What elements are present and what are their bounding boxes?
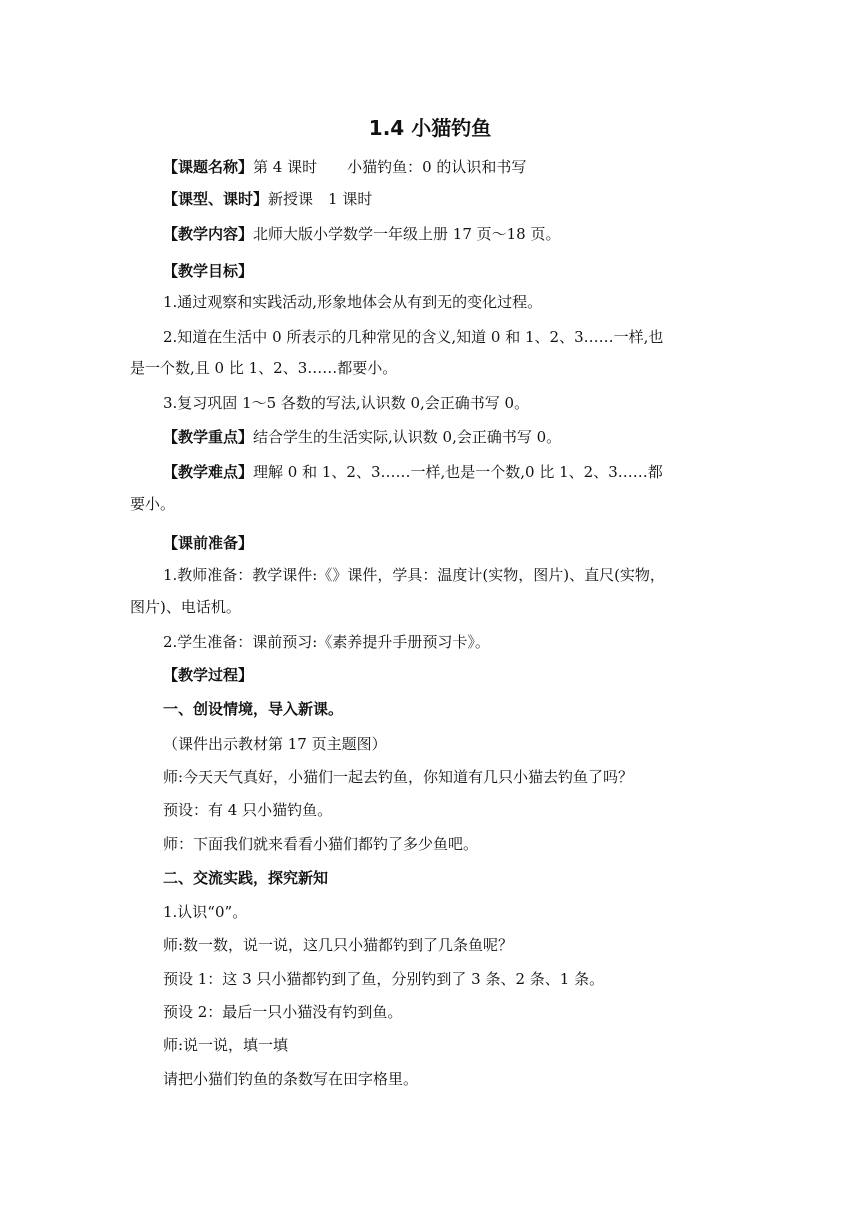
prep-2: 2.学生准备：课前预习:《素养提升手册预习卡》。 — [163, 633, 490, 651]
section-2-paragraph: 请把小猫们钓鱼的条数写在田字格里。 — [163, 1070, 419, 1088]
difficulty-value: 理解 0 和 1、2、3……一样,也是一个数,0 比 1、2、3……都 — [253, 463, 663, 481]
section-2-paragraph: 师:说一说，填一填 — [163, 1036, 289, 1054]
page-title: 1.4 小猫钓鱼 — [368, 116, 492, 140]
course-type-value: 新授课 1 课时 — [268, 190, 373, 208]
preparation-heading: 【课前准备】 — [163, 534, 254, 552]
section-2-paragraph: 预设 1：这 3 只小猫都钓到了鱼，分别钓到了 3 条、2 条、1 条。 — [163, 970, 605, 988]
section-1-paragraph: （课件出示教材第 17 页主题图） — [163, 735, 387, 753]
difficulty-line-2: 要小。 — [130, 495, 176, 513]
section-2-paragraph: 师:数一数，说一说，这几只小猫都钓到了几条鱼呢？ — [163, 936, 514, 954]
section-2-paragraph: 预设 2：最后一只小猫没有钓到鱼。 — [163, 1003, 403, 1021]
key-point-label: 【教学重点】 — [163, 428, 254, 446]
section-2-paragraph: 1.认识“0”。 — [163, 903, 248, 921]
section-1-paragraph: 师：下面我们就来看看小猫们都钓了多少鱼吧。 — [163, 835, 479, 853]
section-1-paragraph: 师:今天天气真好，小猫们一起去钓鱼，你知道有几只小猫去钓鱼了吗？ — [163, 768, 634, 786]
goal-2-line-2: 是一个数,且 0 比 1、2、3……都要小。 — [130, 359, 398, 377]
section-1-heading: 一、创设情境，导入新课。 — [163, 700, 344, 718]
course-name-line — [163, 155, 526, 179]
difficulty-line-1 — [163, 460, 663, 484]
goal-2-line-1: 2.知道在生活中 0 所表示的几种常见的含义,知道 0 和 1、2、3……一样,也 — [163, 328, 664, 346]
course-type-label: 【课型、课时】 — [163, 190, 269, 208]
prep-1-line-1: 1.教师准备：教学课件:《》课件，学具：温度计(实物，图片)、直尺(实物， — [163, 566, 665, 584]
course-name-value: 第 4 课时 小猫钓鱼：0 的认识和书写 — [253, 158, 527, 176]
course-type-line — [163, 187, 372, 211]
goal-1: 1.通过观察和实践活动,形象地体会从有到无的变化过程。 — [163, 293, 543, 311]
key-point-line — [163, 425, 561, 449]
key-point-value: 结合学生的生活实际,认识数 0,会正确书写 0。 — [253, 428, 562, 446]
teaching-content-value: 北师大版小学数学一年级上册 17 页～18 页。 — [253, 225, 561, 243]
difficulty-label: 【教学难点】 — [163, 463, 254, 481]
section-1-paragraph: 预设：有 4 只小猫钓鱼。 — [163, 801, 333, 819]
goal-3: 3.复习巩固 1～5 各数的写法,认识数 0,会正确书写 0。 — [163, 394, 530, 412]
process-heading: 【教学过程】 — [163, 666, 254, 684]
prep-1-line-2: 图片)、电话机。 — [130, 598, 241, 616]
section-2-heading: 二、交流实践，探究新知 — [163, 869, 329, 887]
teaching-content-line — [163, 222, 561, 246]
teaching-goals-heading: 【教学目标】 — [163, 262, 254, 280]
teaching-content-label: 【教学内容】 — [163, 225, 254, 243]
course-name-label: 【课题名称】 — [163, 158, 254, 176]
